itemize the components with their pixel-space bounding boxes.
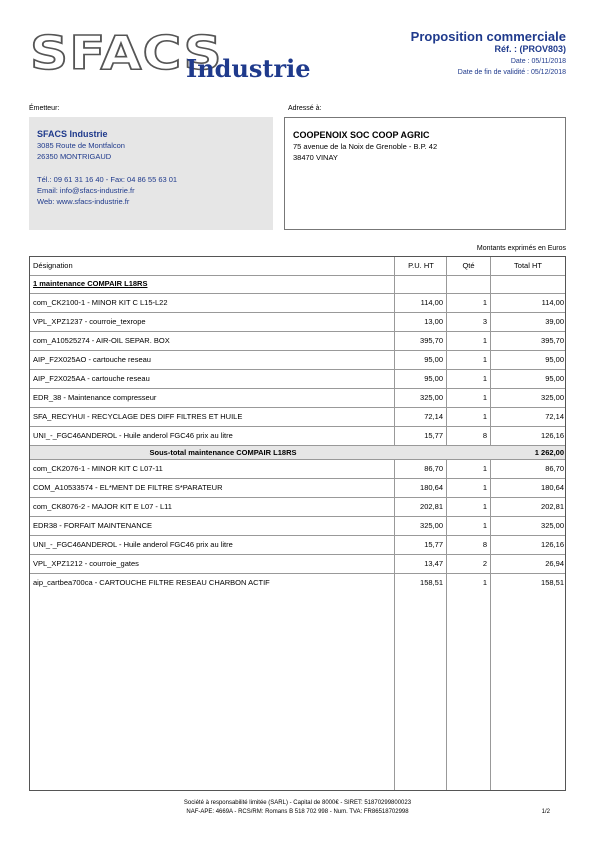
document-date: Date : 05/11/2018: [510, 58, 566, 65]
footer-legal-line2: NAF-APE: 4669A - RCS/RM: Romans B 518 702 998 - Num. TVA: FR86518702998: [186, 809, 409, 815]
line-designation: AIP_F2X025AO - cartouche reseau: [33, 355, 151, 364]
line-designation: com_A10525274 - AIR-OIL SEPAR. BOX: [33, 336, 170, 345]
currency-note: Montants exprimés en Euros: [476, 245, 566, 252]
line-total: 95,00: [545, 355, 564, 364]
line-unit-price: 72,14: [424, 412, 443, 421]
subtotal-row: [30, 446, 565, 460]
line-unit-price: 395,70: [420, 336, 443, 345]
line-quantity: 1: [482, 521, 487, 530]
line-unit-price: 158,51: [420, 578, 443, 587]
table-header-row: [30, 257, 565, 276]
document-title: Proposition commerciale: [410, 29, 566, 44]
header-unit-price: P.U. HT: [408, 261, 434, 270]
line-quantity: 1: [482, 412, 487, 421]
table-row: [30, 313, 565, 332]
line-total: 95,00: [545, 374, 564, 383]
sender-phone: Tél.: 09 61 31 16 40 - Fax: 04 86 55 63 01: [37, 175, 178, 184]
line-unit-price: 86,70: [424, 464, 443, 473]
line-total: 86,70: [545, 464, 564, 473]
table-row: [30, 479, 565, 498]
table-row: [30, 517, 565, 536]
subtotal-label: Sous-total maintenance COMPAIR L18RS: [149, 448, 297, 457]
line-quantity: 1: [482, 502, 487, 511]
table-row: [30, 574, 565, 593]
recipient-box: [284, 117, 566, 230]
header-designation: Désignation: [33, 261, 73, 270]
table-row: [30, 498, 565, 517]
line-quantity: 1: [482, 464, 487, 473]
table-row: [30, 332, 565, 351]
company-logo-wordmark: SFACS: [30, 26, 223, 80]
line-total: 325,00: [541, 393, 564, 402]
line-total: 158,51: [541, 578, 564, 587]
line-quantity: 1: [482, 336, 487, 345]
header-total: Total HT: [514, 261, 542, 270]
line-unit-price: 95,00: [424, 374, 443, 383]
line-total: 325,00: [541, 521, 564, 530]
recipient-address-line2: 38470 VINAY: [293, 153, 338, 162]
sender-name: SFACS Industrie: [37, 129, 108, 139]
validity-date: Date de fin de validité : 05/12/2018: [457, 69, 566, 76]
recipient-name: COOPENOIX SOC COOP AGRIC: [293, 130, 430, 140]
line-quantity: 3: [482, 317, 487, 326]
section-title: 1 maintenance COMPAIR L18RS: [33, 279, 148, 288]
footer-legal-line1: Société à responsabilité limitée (SARL) - Capital de 8000€ - SIRET: 51870299800023: [183, 800, 412, 806]
sender-website: Web: www.sfacs-industrie.fr: [37, 197, 130, 206]
table-row: [30, 370, 565, 389]
line-total: 180,64: [541, 483, 564, 492]
line-designation: AIP_F2X025AA - cartouche reseau: [33, 374, 150, 383]
header-quantity: Qté: [462, 261, 475, 270]
table-row: [30, 351, 565, 370]
line-designation: com_CK8076-2 - MAJOR KIT E L07 - L11: [33, 502, 172, 511]
line-designation: EDR_38 - Maintenance compresseur: [33, 393, 157, 402]
table-row: [30, 408, 565, 427]
line-unit-price: 15,77: [424, 540, 443, 549]
line-unit-price: 15,77: [424, 431, 443, 440]
line-quantity: 2: [482, 559, 487, 568]
line-unit-price: 13,47: [424, 559, 443, 568]
line-designation: VPL_XPZ1237 - courroie_texrope: [33, 317, 146, 326]
document-reference: Réf. : (PROV803): [494, 44, 566, 54]
table-row: [30, 294, 565, 313]
line-quantity: 1: [482, 355, 487, 364]
table-row: [30, 536, 565, 555]
line-unit-price: 114,00: [420, 298, 443, 307]
line-total: 72,14: [545, 412, 564, 421]
table-row: [30, 555, 565, 574]
recipient-label: Adressé à:: [288, 105, 322, 112]
sender-address-line1: 3085 Route de Montfalcon: [37, 141, 125, 150]
line-quantity: 1: [482, 578, 487, 587]
line-quantity: 8: [482, 431, 487, 440]
line-total: 126,16: [541, 540, 564, 549]
line-designation: aip_cartbea700ca - CARTOUCHE FILTRE RESEAU CHARBON ACTIF: [33, 578, 270, 587]
line-total: 39,00: [545, 317, 564, 326]
sender-box: [29, 117, 273, 230]
recipient-address-line1: 75 avenue de la Noix de Grenoble - B.P. 42: [293, 142, 438, 151]
line-designation: SFA_RECYHUI - RECYCLAGE DES DIFF FILTRES ET HUILE: [33, 412, 243, 421]
quote-lines-table: [29, 256, 566, 791]
sender-address-line2: 26350 MONTRIGAUD: [37, 152, 112, 161]
line-quantity: 8: [482, 540, 487, 549]
line-unit-price: 180,64: [420, 483, 443, 492]
line-designation: com_CK2100-1 - MINOR KIT C L15-L22: [33, 298, 168, 307]
subtotal-amount: 1 262,00: [534, 448, 564, 457]
table-row: [30, 460, 565, 479]
line-total: 26,94: [545, 559, 564, 568]
line-total: 126,16: [541, 431, 564, 440]
line-designation: com_CK2076-1 - MINOR KIT C L07-11: [33, 464, 163, 473]
line-total: 202,81: [541, 502, 564, 511]
line-designation: COM_A10533574 - EL*MENT DE FILTRE S*PARATEUR: [33, 483, 223, 492]
line-designation: EDR38 - FORFAIT MAINTENANCE: [33, 521, 153, 530]
table-row: [30, 427, 565, 446]
line-designation: UNI_-_FGC46ANDEROL - Huile anderol FGC46 prix au litre: [33, 431, 233, 440]
line-unit-price: 13,00: [424, 317, 443, 326]
table-row: [30, 389, 565, 408]
sender-email: Email: info@sfacs-industrie.fr: [37, 186, 135, 195]
line-quantity: 1: [482, 483, 487, 492]
line-unit-price: 202,81: [420, 502, 443, 511]
page-number: 1/2: [541, 809, 550, 815]
section-title-row: [30, 275, 565, 294]
line-unit-price: 325,00: [420, 521, 443, 530]
line-total: 395,70: [541, 336, 564, 345]
line-designation: VPL_XPZ1212 - courroie_gates: [33, 559, 139, 568]
line-quantity: 1: [482, 298, 487, 307]
line-designation: UNI_-_FGC46ANDEROL - Huile anderol FGC46 prix au litre: [33, 540, 233, 549]
line-quantity: 1: [482, 393, 487, 402]
line-quantity: 1: [482, 374, 487, 383]
sender-label: Émetteur:: [29, 105, 60, 112]
company-logo-subtitle: Industrie: [186, 54, 311, 83]
line-total: 114,00: [541, 298, 564, 307]
line-unit-price: 325,00: [420, 393, 443, 402]
line-unit-price: 95,00: [424, 355, 443, 364]
